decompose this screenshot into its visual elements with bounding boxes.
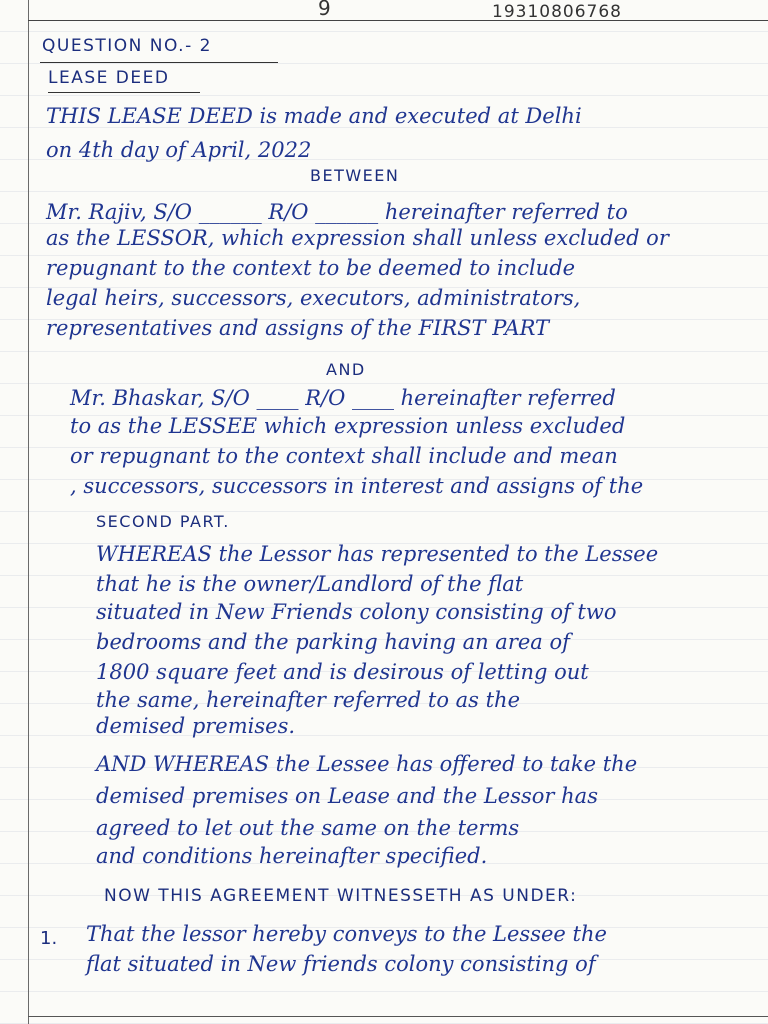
text-line: SECOND PART. [96,512,230,531]
text-line: agreed to let out the same on the terms [96,816,520,840]
text-line: the same, hereinafter referred to as the [96,688,520,712]
text-line: legal heirs, successors, executors, administrators, [46,286,581,310]
text-line: flat situated in New friends colony consisting of [86,952,596,976]
text-line: situated in New Friends colony consisting of two [96,600,617,624]
text-line: That the lessor hereby conveys to the Lessee the [86,922,607,946]
text-line: NOW THIS AGREEMENT WITNESSETH AS UNDER: [104,886,578,906]
text-line: , successors, successors in interest and assigns of the [70,474,644,498]
text-line: Mr. Rajiv, S/O ______ R/O ______ hereinafter referred to [46,200,628,224]
text-line: bedrooms and the parking having an area of [96,630,570,654]
text-line: representatives and assigns of the FIRST PART [46,316,550,340]
title-underline [48,92,200,93]
text-line: 1800 square feet and is desirous of letting out [96,660,589,684]
text-line: Mr. Bhaskar, S/O ____ R/O ____ hereinafter referred [70,386,616,410]
top-rule [28,20,768,21]
roll-number: 19310806768 [492,2,622,22]
text-line: AND [326,360,366,379]
margin-line [28,0,29,1024]
text-line: that he is the owner/Landlord of the flat [96,572,524,596]
text-line: demised premises on Lease and the Lessor has [96,784,598,808]
item-number: 1. [40,928,58,949]
bottom-rule [28,1016,768,1017]
text-line: on 4th day of April, 2022 [46,138,312,162]
text-line: BETWEEN [310,166,400,185]
text-line: and conditions hereinafter specified. [96,844,488,868]
question-underline [40,62,278,63]
text-line: AND WHEREAS the Lessee has offered to take the [96,752,638,776]
text-line: WHEREAS the Lessor has represented to the Lessee [96,542,659,566]
text-line: repugnant to the context to be deemed to include [46,256,576,280]
text-line: THIS LEASE DEED is made and executed at Delhi [46,104,582,128]
text-line: demised premises. [96,714,296,738]
text-line: to as the LESSEE which expression unless excluded [70,414,626,438]
question-label: QUESTION NO.- 2 [42,36,212,56]
doc-title: LEASE DEED [48,68,170,88]
text-line: or repugnant to the context shall include and mean [70,444,618,468]
page-number: 9 [318,0,331,20]
text-line: as the LESSOR, which expression shall unless excluded or [46,226,669,250]
